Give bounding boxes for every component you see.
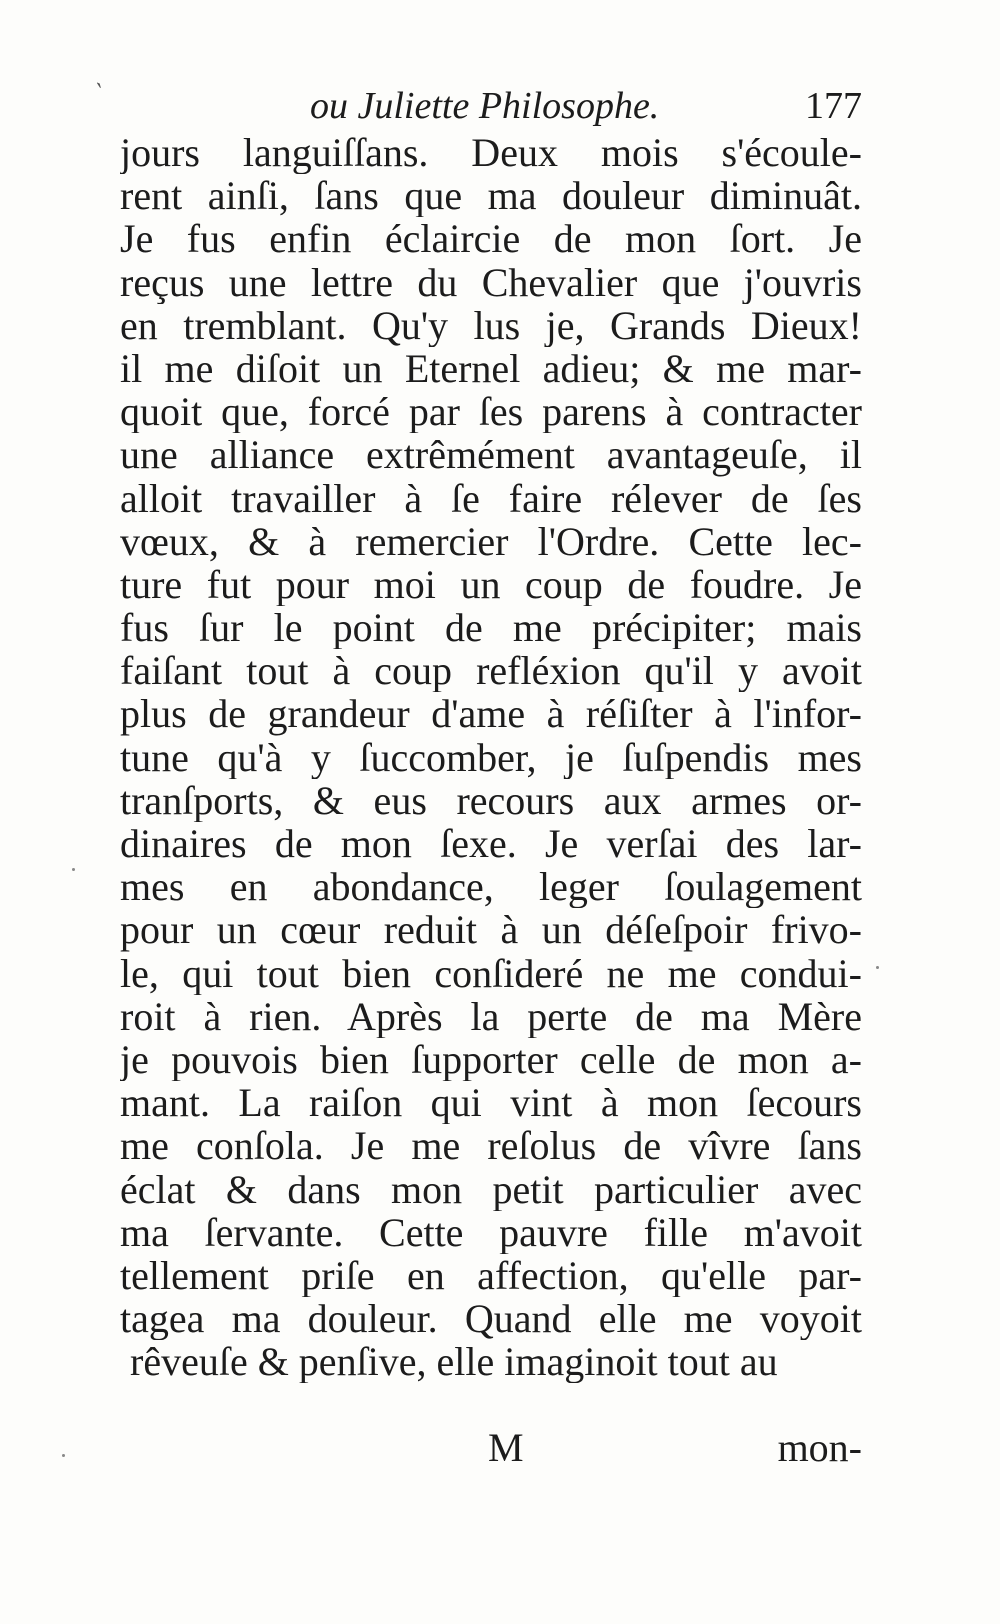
- text-line: pour un cœur reduit à un déſeſpoir frivo-: [120, 908, 862, 952]
- text-line: je pouvois bien ſupporter celle de mon a-: [120, 1037, 862, 1082]
- running-title: ou Juliette Philosophe.: [310, 85, 660, 127]
- text-line: il me diſoit un Eternel adieu; & me mar-: [120, 346, 862, 391]
- text-line: roit à rien. Après la perte de ma Mère: [120, 994, 862, 1038]
- text-line: ma ſervante. Cette pauvre fille m'avoit: [120, 1210, 862, 1254]
- text-line: une alliance extrêmément avantageuſe, il: [120, 433, 862, 477]
- text-line: me conſola. Je me reſolus de vîvre ſans: [120, 1124, 862, 1168]
- page-footer: [120, 1425, 862, 1471]
- text-line: en tremblant. Qu'y lus je, Grands Dieux!: [120, 303, 862, 347]
- signature-mark: M: [488, 1425, 524, 1470]
- stray-mark: `: [87, 77, 106, 108]
- text-line: quoit que, forcé par ſes parens à contracter: [120, 390, 862, 434]
- text-line: faiſant tout à coup refléxion qu'il y avoit: [120, 649, 862, 693]
- text-line: mes en abondance, leger ſoulagement: [120, 865, 862, 909]
- text-line: alloit travailler à ſe faire rélever de ſes: [120, 476, 862, 520]
- text-line: dinaires de mon ſexe. Je verſai des lar-: [120, 822, 862, 866]
- speck: [72, 868, 75, 871]
- page-number: 177: [805, 85, 862, 127]
- text-line: le, qui tout bien conſideré ne me condui-: [120, 951, 862, 995]
- catchword: mon-: [777, 1425, 862, 1470]
- text-line: mant. La raiſon qui vint à mon ſecours: [120, 1081, 862, 1125]
- text-line: jours languiſſans. Deux mois s'écoule-: [120, 131, 862, 175]
- page-header: [120, 84, 862, 128]
- text-line: tranſports, & eus recours aux armes or-: [120, 778, 862, 822]
- speck: [62, 1454, 65, 1457]
- text-line: éclat & dans mon petit particulier avec: [120, 1167, 862, 1211]
- text-line: reçus une lettre du Chevalier que j'ouvris: [120, 260, 862, 304]
- body-text: [120, 131, 862, 1383]
- text-line: rêveuſe & penſive, elle imaginoit tout au: [130, 1340, 778, 1384]
- text-line: Je fus enfin éclaircie de mon ſort. Je: [120, 217, 862, 261]
- text-line: fus ſur le point de me précipiter; mais: [120, 606, 862, 650]
- text-line: rent ainſi, ſans que ma douleur diminuât.: [120, 174, 862, 218]
- text-line: tellement priſe en affection, qu'elle par-: [120, 1253, 862, 1298]
- text-line: plus de grandeur d'ame à réſiſter à l'infor-: [120, 692, 862, 736]
- text-line: ture fut pour moi un coup de foudre. Je: [120, 562, 862, 607]
- speck: [876, 966, 879, 969]
- text-line: tune qu'à y ſuccomber, je ſuſpendis mes: [120, 735, 862, 779]
- text-line: tagea ma douleur. Quand elle me voyoit: [120, 1297, 862, 1341]
- text-line: vœux, & à remercier l'Ordre. Cette lec-: [120, 519, 862, 563]
